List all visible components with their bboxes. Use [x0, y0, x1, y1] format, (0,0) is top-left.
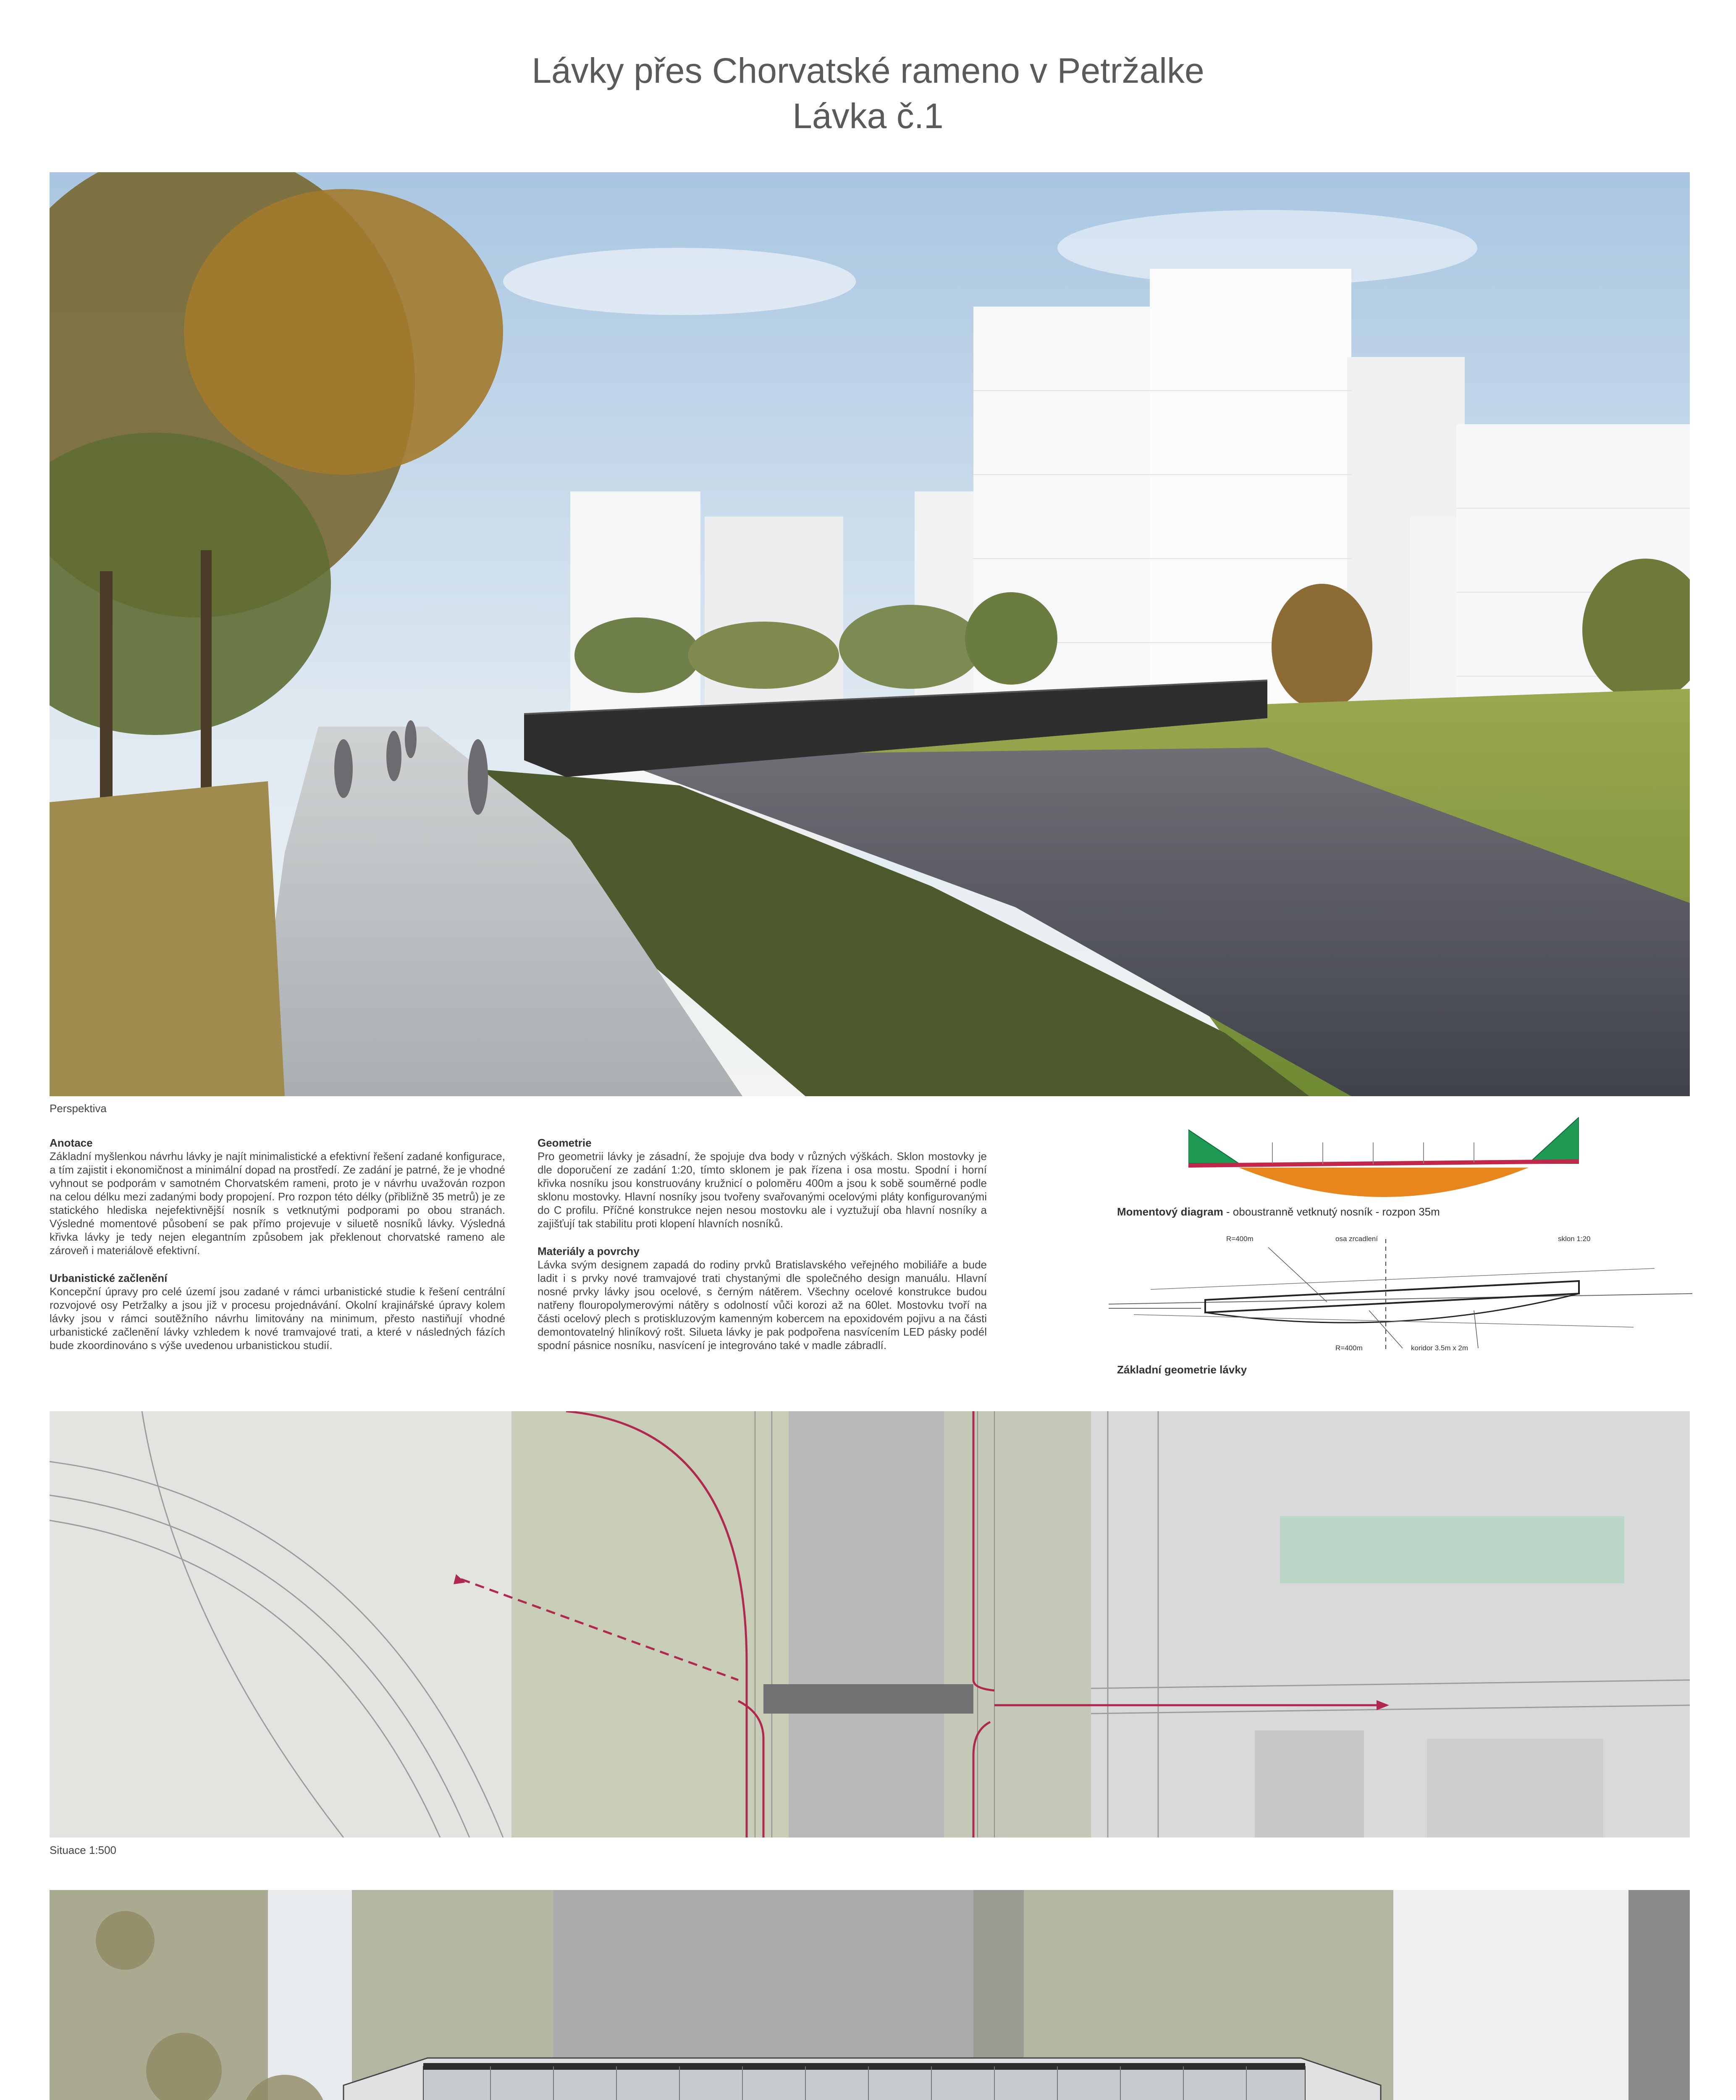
- geometry-diagram-caption: [1117, 1363, 1247, 1376]
- bridge-deck: [423, 2066, 1305, 2100]
- geometry-diagram-label: Základní geometrie lávky: [1117, 1363, 1247, 1376]
- geo-label-slope: sklon 1:20: [1558, 1235, 1591, 1243]
- geo-label-r-top: R=400m: [1226, 1235, 1253, 1243]
- moment-diagram-caption: [1117, 1205, 1440, 1218]
- perspective-render: [50, 172, 1690, 1096]
- geometrie-heading: Geometrie: [538, 1137, 592, 1149]
- pudorys-plan: [50, 1890, 1690, 2100]
- moment-negative: [1239, 1168, 1529, 1197]
- urban-heading: Urbanistické začlenění: [50, 1272, 168, 1284]
- situace-caption: Situace 1:500: [50, 1844, 117, 1856]
- geo-label-axis: osa zrcadlení: [1335, 1235, 1378, 1243]
- text-column-2: [538, 1136, 987, 1366]
- page-subtitle: Lávka č.1: [792, 96, 944, 136]
- situace-plan: [50, 1411, 1690, 1838]
- geo-label-corridor: koridor 3.5m x 2m: [1411, 1344, 1469, 1352]
- urban-body: Koncepční úpravy pro celé území jsou zadané v rámci urbanistické studie k řešení centrální rozvojové osy Petržalky a jsou již v procesu projednávání. Okolní krajinářské úpravy kolem lávky jsou v rámci soutěžního návrhu limitovány na minimum, přesto nastiňují vhodné urbanistické začlenění lávky vzhledem k nové tramvajové trati, a které v následných fázích bude zkoordinováno s výše uvedenou urbanistickou studií.: [50, 1285, 505, 1352]
- moment-diagram: [1188, 1117, 1579, 1197]
- moment-positive-right: [1529, 1117, 1579, 1163]
- page-title: Lávky přes Chorvatské rameno v Petržalke: [532, 51, 1204, 90]
- perspective-caption: Perspektiva: [50, 1102, 107, 1115]
- bridge-plan-situace: [763, 1684, 973, 1714]
- geometry-beam: [1205, 1281, 1579, 1312]
- beam-line: [1188, 1161, 1579, 1166]
- perspective-image: [50, 172, 1690, 1096]
- geo-label-r-bottom: R=400m: [1335, 1344, 1363, 1352]
- moment-diagram-label: Momentový diagram: [1117, 1205, 1223, 1218]
- materialy-body: Lávka svým designem zapadá do rodiny prvků Bratislavského veřejného mobiliáře a bude ladit i s prvky nové tramvajové trati chystanými dle společného design manuálu. Hlavní nosné prvky lávky jsou ocelové, s černým nátěrem. Všechny ocelové konstrukce budou natřeny flouropolymerovými nátěry s odolností vůči korozi až na 60let. Mostovku tvoří na části ocelový plech s protiskluzovým kamenným kobercem na epoxidovém pojivu a na části demontovatelný hliníkový rošt. Silueta lávky je pak podpořena nasvícením LED pásky podél spodní pásnice nosníku, nasvícení je integrováno také v madle zábradlí.: [538, 1258, 987, 1352]
- geometry-diagram: [1109, 1231, 1692, 1357]
- materialy-heading: Materiály a povrchy: [538, 1245, 640, 1257]
- river: [789, 1411, 944, 1838]
- text-column-1: [50, 1136, 505, 1366]
- moment-positive-left: [1188, 1130, 1239, 1163]
- beam-top: [423, 2063, 1305, 2070]
- geometrie-body: Pro geometrii lávky je zásadní, že spojuje dva body v různých výškách. Sklon mostovky je dle doporučení ze zadání 1:20, tímto sklonem je pak řízena i osa mostu. Spodní i horní křivka nosníku jsou konstruovány kružnicí o poloměru 400m a jsou k sobě souměrné podle sklonu mostovky. Hlavní nosníky jsou tvořeny svařovanými ocelovými pláty konfigurovanými do C profilu. Příčné konstrukce nejen nesou mostovku ale i vyztužují oba hlavní nosníky a zajišťují tak stabilitu proti klopení hlavních nosníků.: [538, 1150, 987, 1230]
- moment-diagram-sub: - oboustranně vetknutý nosník - rozpon 35m: [1223, 1205, 1440, 1218]
- anotace-body: Základní myšlenkou návrhu lávky je najít minimalistické a efektivní řešení zadané konfigurace, a tím zajistit i ekonomičnost a minimální dopad na prostředí. Ze zadání je patrné, že je vhodné vyhnout se podporám v samotném Chorvatském rameni, proto je v návrhu uvažován rozpon na celou délku mezi zadanými body propojení. Pro rozpon této délky (přibližně 35 metrů) je ze statického hlediska nejefektivnější nosník s vetknutými podporami po obou stranách. Výsledné momentové působení se pak přímo projevuje v siluetě nosníků lávky. Výsledná křivka lávky je tedy nejen elegantním způsobem jak překlenout chorvatské rameno ale zároveň i materiálově efektivní.: [50, 1150, 505, 1257]
- anotace-heading: Anotace: [50, 1137, 93, 1149]
